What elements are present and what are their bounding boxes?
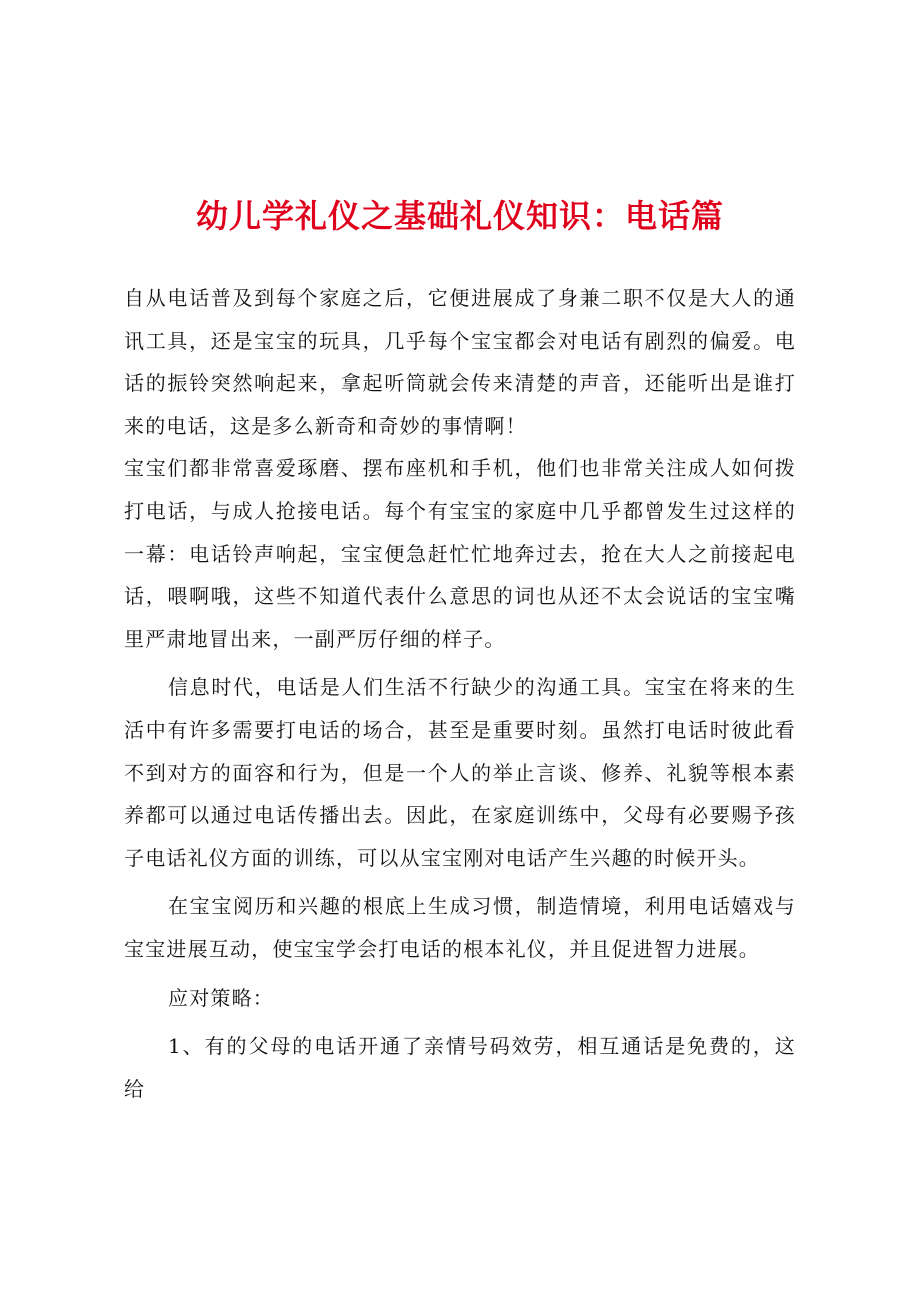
paragraph-intro: 自从电话普及到每个家庭之后，它便进展成了身兼二职不仅是大人的通讯工具，还是宝宝的玩具，几乎每个宝宝都会对电话有剧烈的偏爱。电话的振铃突然响起来，拿起听筒就会传来清楚的声音，还能听出是谁打来的电话，这是多么新奇和奇妙的事情啊！ xyxy=(124,286,796,438)
document-body xyxy=(124,277,796,1110)
paragraph-strategy-1: 1、有的父母的电话开通了亲情号码效劳，相互通话是免费的，这给 xyxy=(124,1034,796,1101)
paragraph-babies-phones: 宝宝们都非常喜爱琢磨、摆布座机和手机，他们也非常关注成人如何拨打电话，与成人抢接电话。每个有宝宝的家庭中几乎都曾发生过这样的一幕：电话铃声响起，宝宝便急赶忙忙地奔过去，抢在大人之前接起电话，喂啊哦，这些不知道代表什么意思的词也从还不太会说话的宝宝嘴里严肃地冒出来，一副严厉仔细的样子。 xyxy=(124,456,796,651)
document-title: 幼儿学礼仪之基础礼仪知识：电话篇 xyxy=(195,197,724,235)
paragraph-strategies-heading: 应对策略： xyxy=(168,985,274,1010)
paragraph-habits: 在宝宝阅历和兴趣的根底上生成习惯，制造情境，利用电话嬉戏与宝宝进展互动，使宝宝学会打电话的根本礼仪，并且促进智力进展。 xyxy=(124,894,796,961)
paragraph-information-age: 信息时代，电话是人们生活不行缺少的沟通工具。宝宝在将来的生活中有许多需要打电话的场合，甚至是重要时刻。虽然打电话时彼此看不到对方的面容和行为，但是一个人的举止言谈、修养、礼貌等根本素养都可以通过电话传播出去。因此，在家庭训练中，父母有必要赐予孩子电话礼仪方面的训练，可以从宝宝刚对电话产生兴趣的时候开头。 xyxy=(124,675,796,870)
